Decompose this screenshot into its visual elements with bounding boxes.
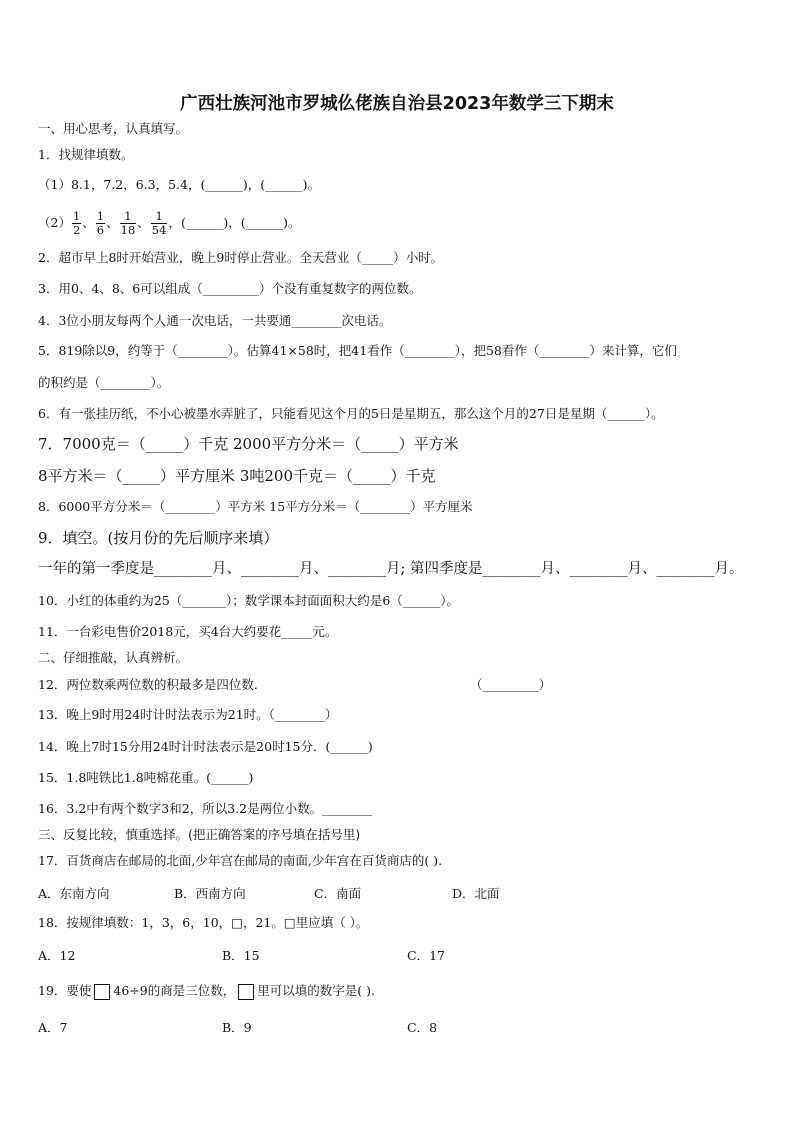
question-6: 6．有一张挂历纸，不小心被墨水弄脏了，只能看见这个月的5日是星期五，那么这个月的27日是星期（______）。 xyxy=(38,406,664,421)
question-2: 2．超市早上8时开始营业，晚上9时停止营业。全天营业（_____）小时。 xyxy=(38,250,444,265)
q19-option-a: A．7 xyxy=(38,1020,68,1035)
q1-2-prefix: （2） xyxy=(38,215,71,230)
question-1: 1．找规律填数。 xyxy=(38,147,134,162)
blank-box-icon xyxy=(238,984,254,1000)
fraction-1: $\frac{1}{2}$ xyxy=(72,209,81,237)
fraction-3: $\frac{1}{18}$ xyxy=(120,209,136,237)
question-13: 13．晚上9时用24时计时法表示为21时。（________） xyxy=(38,707,338,722)
q17-option-c: C．南面 xyxy=(314,886,362,901)
q19-suffix: 里可以填的数字是( ). xyxy=(257,983,375,998)
question-15: 15．1.8吨铁比1.8吨棉花重。(______) xyxy=(38,770,254,785)
q1-2-suffix: ，(______)，(______)。 xyxy=(168,215,301,230)
fraction-4: $\frac{1}{54}$ xyxy=(151,209,167,237)
question-19 xyxy=(38,983,375,1000)
question-7-line-1: 7．7000克＝（_____）千克 2000平方分米＝（_____）平方米 xyxy=(38,435,459,453)
q18-option-c: C．17 xyxy=(407,948,445,963)
q19-option-c: C．8 xyxy=(407,1020,438,1035)
question-12-answer-blank: （_________） xyxy=(470,677,552,692)
question-3: 3．用0、4、8、6可以组成（_________）个没有重复数字的两位数。 xyxy=(38,281,422,296)
q18-option-b: B．15 xyxy=(222,948,260,963)
q19-prefix: 19．要使 xyxy=(38,983,92,998)
question-14: 14．晚上7时15分用24时计时法表示是20时15分．(______) xyxy=(38,739,373,754)
blank-box-icon xyxy=(94,984,110,1000)
question-12: 12．两位数乘两位数的积最多是四位数. xyxy=(38,677,258,692)
q19-middle: 46÷9的商是三位数， xyxy=(113,983,236,998)
question-16: 16．3.2中有两个数字3和2，所以3.2是两位小数。________ xyxy=(38,801,373,816)
question-11: 11．一台彩电售价2018元，买4台大约要花_____元。 xyxy=(38,624,338,639)
section-3-heading: 三、反复比较，慎重选择。(把正确答案的序号填在括号里) xyxy=(38,827,361,842)
question-17: 17．百货商店在邮局的北面,少年宫在邮局的南面,少年宫在百货商店的( ). xyxy=(38,853,443,868)
q17-option-a: A．东南方向 xyxy=(38,886,110,901)
question-5-line-1: 5．819除以9，约等于（________）。估算41×58时，把41看作（________），把58看作（________）来计算，它们 xyxy=(38,343,677,358)
section-1-heading: 一、用心思考，认真填写。 xyxy=(38,121,189,136)
question-10: 10．小红的体重约为25（_______）；数学课本封面面积大约是6（______）。 xyxy=(38,593,460,608)
fraction-2: $\frac{1}{6}$ xyxy=(96,209,105,237)
q18-option-a: A．12 xyxy=(38,948,76,963)
question-8: 8．6000平方分米＝（________）平方米 15平方分米＝（________）平方厘米 xyxy=(38,499,473,514)
question-18: 18．按规律填数：1，3，6，10，□，21。□里应填（ ）。 xyxy=(38,915,369,930)
page-title: 广西壮族河池市罗城仫佬族自治县2023年数学三下期末 xyxy=(180,94,614,114)
question-9-prompt: 9．填空。(按月份的先后顺序来填） xyxy=(38,529,279,547)
q19-option-b: B．9 xyxy=(222,1020,252,1035)
question-1-part-1: （1）8.1，7.2，6.3，5.4，(______)，(______)。 xyxy=(38,177,320,192)
question-5-line-2: 的积约是（________）。 xyxy=(38,375,170,390)
question-7-line-2: 8平方米＝（_____）平方厘米 3吨200千克＝（_____）千克 xyxy=(38,467,436,485)
question-4: 4．3位小朋友每两个人通一次电话，一共要通________次电话。 xyxy=(38,313,392,328)
question-9-fill: 一年的第一季度是________月、________月、________月; 第四季度是________月、________月、________月。 xyxy=(38,561,744,577)
q17-option-b: B．西南方向 xyxy=(174,886,246,901)
q17-option-d: D．北面 xyxy=(452,886,500,901)
section-2-heading: 二、仔细推敲，认真辨析。 xyxy=(38,650,189,665)
question-1-part-2: （2） $\frac{1}{2}$ 、 $\frac{1}{6}$ 、 $\frac{1}{18}$ 、 $\frac{1}{54}$ ，(______)，(______)。 xyxy=(38,209,301,237)
